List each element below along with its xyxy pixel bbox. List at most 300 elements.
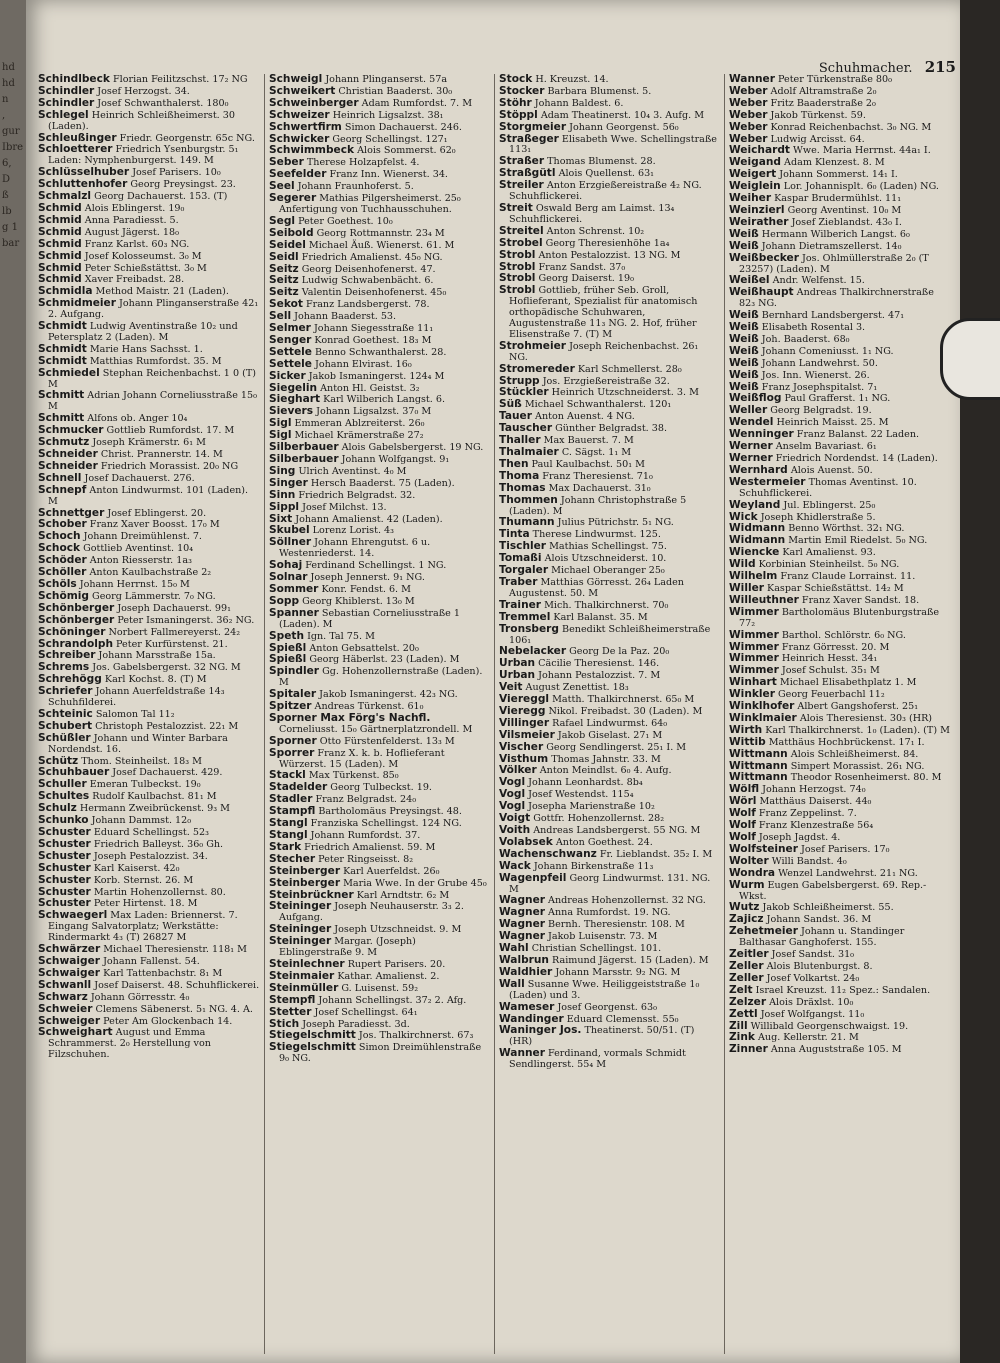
entry-name: Schubert bbox=[38, 719, 93, 732]
entry-name: Willeuthner bbox=[729, 593, 799, 606]
entry-name: Weiß bbox=[729, 356, 759, 369]
entry-name: Thumann bbox=[499, 516, 555, 529]
directory-entry bbox=[729, 500, 950, 512]
entry-name: Winhart bbox=[729, 676, 777, 689]
entry-details: Bernhard Landsbergerst. 47₁ bbox=[758, 310, 905, 322]
entry-details: Anton Hl. Geistst. 3₂ bbox=[317, 382, 420, 394]
entry-name: Steinmaier bbox=[269, 969, 335, 982]
entry-details: Susanne Wwe. Heiliggeiststraße 1₀ (Laden) und 3. bbox=[509, 978, 700, 1001]
entry-name: Nebelacker bbox=[499, 645, 567, 658]
entry-name: Steininger bbox=[269, 923, 332, 936]
entry-name: Schweighart bbox=[38, 1026, 113, 1039]
entry-details: Ferdinand Schellingst. 1 NG. bbox=[302, 560, 447, 572]
entry-name: Schultes bbox=[38, 790, 90, 803]
entry-details: Ludwig Schwabenbächt. 6. bbox=[298, 275, 434, 287]
entry-name: Zeitler bbox=[729, 948, 769, 961]
entry-details: Emmeran Ablzreiterst. 26₀ bbox=[291, 418, 425, 430]
entry-details: Anton Pestalozzist. 13 NG. M bbox=[535, 249, 681, 261]
entry-details: Johann Schellingst. 37₂ 2. Afg. bbox=[315, 994, 467, 1006]
entry-name: Seefelder bbox=[269, 168, 327, 181]
entry-name: Sporner Max Förg's Nachfl. bbox=[269, 711, 431, 724]
entry-name: Werner bbox=[729, 452, 773, 464]
entry-details: Willibald Georgenschwaigst. 19. bbox=[747, 1020, 909, 1032]
entry-details: Elisabeth Rosental 3. bbox=[758, 322, 866, 334]
entry-name: Weiß bbox=[729, 227, 759, 240]
directory-entry bbox=[269, 169, 490, 181]
entry-name: Schneider bbox=[38, 459, 98, 472]
entry-details: Anton Riesserstr. 1a₃ bbox=[86, 555, 192, 567]
entry-details: Ulrich Aventinst. 4₀ M bbox=[295, 465, 407, 477]
entry-name: Spindler bbox=[269, 665, 320, 678]
entry-details: Albert Gangshoferst. 25₁ bbox=[794, 701, 919, 713]
entry-name: Spitaler bbox=[269, 688, 317, 701]
entry-details: Anton Kaulbachstraße 2₂ bbox=[86, 567, 212, 579]
entry-name: Sicker bbox=[269, 369, 306, 382]
directory-entry bbox=[499, 495, 720, 518]
entry-name: Schömig bbox=[38, 589, 89, 602]
entry-details: Jakob Schleißheimerst. 55. bbox=[759, 902, 894, 914]
entry-name: Sigl bbox=[269, 417, 292, 430]
entry-details: Karl Tattenbachstr. 8₁ M bbox=[100, 967, 223, 979]
entry-details: Anna Auguststraße 105. M bbox=[767, 1044, 902, 1056]
entry-details: Ferdinand, vormals Schmidt Sendlingerst. 55₄ M bbox=[509, 1048, 686, 1071]
entry-name: Wendel bbox=[729, 416, 774, 429]
entry-details: Joseph Neuhauserstr. 3₃ 2. Aufgang. bbox=[279, 901, 464, 924]
entry-details: Georg Deisenhofenerst. 47. bbox=[298, 263, 436, 275]
entry-name: Steininger bbox=[269, 935, 332, 948]
directory-entry bbox=[499, 399, 720, 411]
entry-details: Franz Claude Lorrainst. 11. bbox=[777, 571, 916, 583]
entry-details: Jos. Erzgießereistraße 32. bbox=[539, 375, 670, 387]
column-2 bbox=[264, 74, 494, 1354]
entry-name: Schwaegerl bbox=[38, 909, 108, 922]
entry-name: Stadler bbox=[269, 793, 313, 806]
entry-details: Franz Josephspitalst. 7₁ bbox=[758, 381, 878, 393]
entry-name: Vieregg bbox=[499, 704, 546, 717]
entry-details: Jakob Türkenst. 59. bbox=[767, 109, 866, 121]
entry-details: Alois Gabelsbergerst. 19 NG. bbox=[338, 442, 484, 454]
entry-details: Franz Belgradst. 24₀ bbox=[312, 794, 417, 806]
entry-details: Max Dachauerst. 31₀ bbox=[545, 482, 651, 494]
entry-details: Gottlieb Aventinst. 10₄ bbox=[80, 543, 194, 555]
entry-name: Volabsek bbox=[499, 835, 553, 848]
entry-name: Schweiger bbox=[38, 1014, 101, 1027]
entry-name: Singer bbox=[269, 476, 308, 489]
entry-details: Alois Dräxlst. 10₀ bbox=[766, 996, 854, 1008]
entry-details: Alfons ob. Anger 10₄ bbox=[84, 413, 188, 425]
directory-entry bbox=[729, 1009, 950, 1021]
entry-details: Max Türkenst. 85₀ bbox=[305, 770, 399, 782]
entry-name: Weyland bbox=[729, 498, 781, 511]
entry-details: Jul. Eblingerst. 25₀ bbox=[780, 499, 876, 511]
directory-entry bbox=[38, 298, 260, 321]
entry-name: Schmitt bbox=[38, 389, 85, 402]
entry-details: Anton Erzgießereistraße 4₂ NG. Schuhflickerei. bbox=[509, 180, 702, 203]
entry-name: Willer bbox=[729, 581, 764, 594]
entry-name: Tronsberg bbox=[499, 622, 559, 635]
entry-details: Johann Siegesstraße 11₁ bbox=[310, 323, 434, 335]
entry-details: Hermann Wilberich Langst. 6₀ bbox=[758, 228, 910, 240]
entry-details: Anton Meindlst. 6₀ 4. Aufg. bbox=[536, 765, 672, 777]
entry-name: Voigt bbox=[499, 812, 531, 825]
entry-details: Aug. Kellerstr. 21. M bbox=[754, 1032, 859, 1044]
entry-details: Johann Sandst. 36. M bbox=[763, 914, 872, 926]
entry-details: Karl Arndtstr. 6₂ M bbox=[353, 889, 450, 901]
entry-name: Streit bbox=[499, 201, 533, 214]
entry-name: Selmer bbox=[269, 322, 311, 335]
entry-name: Stöppl bbox=[499, 108, 538, 121]
entry-name: Schweizer bbox=[269, 108, 330, 121]
entry-name: Schüßler bbox=[38, 731, 91, 744]
entry-name: Tischler bbox=[499, 540, 547, 553]
entry-details: Josef Daiserst. 48. Schuhflickerei. bbox=[91, 979, 260, 991]
entry-name: Spanner bbox=[269, 606, 319, 619]
entry-details: Heinrich Schleißheimerst. 30 (Laden). bbox=[48, 109, 235, 132]
entry-name: Schluttenhofer bbox=[38, 178, 128, 191]
entry-details: Jakob Ismaningerst. 124₄ M bbox=[305, 370, 445, 382]
directory-entry bbox=[269, 490, 490, 502]
entry-name: Weinzierl bbox=[729, 203, 785, 216]
entry-details: Maria Wwe. In der Grube 45₀ bbox=[340, 877, 487, 889]
entry-name: Zink bbox=[729, 1031, 755, 1044]
entry-details: Thom. Steinheilst. 18₃ M bbox=[78, 755, 202, 767]
entry-name: Weißhaupt bbox=[729, 286, 794, 299]
entry-details: Friedrich Amalienst. 45₀ NG. bbox=[298, 251, 443, 263]
directory-entry bbox=[729, 784, 950, 796]
entry-details: Josef Eblingerst. 20. bbox=[104, 507, 207, 519]
entry-name: Stackl bbox=[269, 769, 306, 782]
entry-details: Matthias Rumfordst. 35. M bbox=[86, 355, 222, 367]
entry-details: Johann Leonhardst. 8b₄ bbox=[525, 777, 643, 789]
entry-name: Schmid bbox=[38, 249, 82, 262]
entry-details: Josef Sandst. 31₀ bbox=[768, 949, 855, 961]
entry-name: Sell bbox=[269, 310, 292, 323]
entry-details: Johann Plinganserstraße 42₁ 2. Aufgang. bbox=[48, 298, 259, 321]
entry-details: Fr. Lieblandst. 35₂ I. M bbox=[596, 848, 713, 860]
entry-details: Christ. Prannerstr. 14. M bbox=[97, 449, 223, 460]
entry-details: Georg Sendlingerst. 25₁ I. M bbox=[543, 741, 687, 753]
entry-name: Skubel bbox=[269, 524, 310, 537]
directory-entry bbox=[729, 334, 950, 346]
entry-name: Schmid bbox=[38, 273, 82, 286]
entry-name: Strobel bbox=[499, 236, 543, 249]
directory-entry bbox=[499, 1025, 720, 1048]
entry-details: Alois Sommerst. 62₀ bbox=[354, 145, 456, 157]
entry-name: Wittib bbox=[729, 735, 766, 748]
entry-name: Schrehögg bbox=[38, 673, 102, 686]
entry-details: Ludwig Arcisst. 64. bbox=[767, 133, 865, 145]
entry-name: Weiß bbox=[729, 368, 759, 381]
entry-details: Kaspar Brudermühlst. 11₁ bbox=[771, 193, 902, 205]
entry-name: Then bbox=[499, 457, 529, 470]
entry-name: Schönberger bbox=[38, 613, 115, 626]
entry-details: Fritz Baaderstraße 2₀ bbox=[767, 97, 876, 109]
entry-details: Benno Wörthst. 32₁ NG. bbox=[785, 523, 905, 535]
entry-details: Johann Plinganserst. 57a bbox=[322, 74, 448, 85]
entry-name: Zeller bbox=[729, 971, 764, 984]
entry-name: Wiencke bbox=[729, 546, 780, 559]
entry-details: Johann Ligsalzst. 37₀ M bbox=[313, 406, 432, 418]
entry-details: Wenzel Landwehrst. 21₁ NG. bbox=[775, 867, 918, 879]
directory-entry bbox=[499, 967, 720, 979]
entry-name: Straßer bbox=[499, 155, 545, 168]
entry-name: Schwanll bbox=[38, 978, 92, 991]
entry-details: Joh. Baaderst. 68₀ bbox=[758, 333, 850, 345]
entry-name: Seel bbox=[269, 180, 295, 193]
entry-details: Mathias Pilgersheimerst. 25₀ Anfertigung von Tuchhausschuhen. bbox=[279, 193, 461, 215]
entry-details: Joseph Khidlerstraße 5. bbox=[757, 511, 876, 523]
entry-name: Weiß bbox=[729, 321, 759, 334]
entry-name: Schweigl bbox=[269, 74, 323, 85]
entry-details: Oswald Berg am Laimst. 13₄ Schuhflickerei. bbox=[509, 202, 675, 225]
directory-entry bbox=[269, 608, 490, 631]
entry-details: Georg Feuerbachl 11₂ bbox=[774, 689, 885, 701]
entry-details: Peter Am Glockenbach 14. bbox=[100, 1015, 233, 1027]
entry-name: Weber bbox=[729, 108, 768, 121]
directory-entry bbox=[269, 478, 490, 490]
entry-name: Schleußinger bbox=[38, 131, 117, 144]
entry-name: Schütz bbox=[38, 754, 79, 767]
entry-name: Schmidt bbox=[38, 320, 87, 333]
entry-name: Vischer bbox=[499, 740, 544, 753]
directory-entry bbox=[269, 193, 490, 216]
entry-details: Josef Parisers. 10₀ bbox=[129, 167, 221, 179]
entry-name: Wimmer bbox=[729, 664, 779, 677]
entry-details: Stephan Reichenbachst. 1 0 (T) M bbox=[48, 367, 257, 390]
entry-name: Voith bbox=[499, 824, 531, 836]
directory-entry bbox=[499, 387, 720, 399]
entry-details: Peter Kurfürstenst. 21. bbox=[112, 638, 228, 650]
entry-details: Alois Schleißheimerst. 84. bbox=[787, 748, 919, 760]
entry-details: Michael Elisabethplatz 1. M bbox=[776, 677, 917, 689]
directory-entry bbox=[729, 477, 950, 500]
entry-name: Stocker bbox=[499, 84, 545, 97]
entry-name: Vogl bbox=[499, 788, 526, 801]
entry-details: Josef Schulst. 35₁ M bbox=[778, 665, 880, 677]
entry-name: Stempfl bbox=[269, 993, 316, 1006]
entry-name: Waldhier bbox=[499, 965, 553, 978]
entry-details: Otto Fürstenfelderst. 13₃ M bbox=[316, 735, 455, 747]
entry-details: Johann Ehrengutst. 6 u. Westenriederst. 14. bbox=[279, 537, 431, 560]
entry-name: Stock bbox=[499, 74, 533, 85]
entry-details: Gg. Hohenzollernstraße (Laden). M bbox=[279, 666, 483, 689]
entry-name: Thalmaier bbox=[499, 446, 559, 458]
entry-name: Weiß bbox=[729, 332, 759, 345]
entry-name: Schmucker bbox=[38, 424, 104, 437]
entry-name: Schindlbeck bbox=[38, 74, 110, 85]
entry-details: Thomas Aventinst. 10. Schuhflickerei. bbox=[739, 476, 917, 499]
entry-details: Johann Rumfordst. 37. bbox=[307, 830, 421, 841]
entry-details: Corneliusst. 15₀ Gärtnerplatzrondell. M bbox=[279, 723, 473, 735]
entry-details: Heinrich Utzschneiderst. 3. M bbox=[548, 387, 699, 399]
directory-entry bbox=[38, 910, 260, 944]
entry-details: Julius Pütrichstr. 5₁ NG. bbox=[554, 517, 674, 529]
entry-details: Adolf Altramstraße 2₀ bbox=[767, 85, 877, 97]
entry-details: Josef Westendst. 115₄ bbox=[525, 789, 634, 801]
entry-name: Stark bbox=[269, 840, 302, 853]
entry-name: Schöller bbox=[38, 566, 87, 579]
entry-details: Theatinerst. 50/51. (T) (HR) bbox=[509, 1025, 695, 1048]
entry-details: Franz Theresienst. 71₀ bbox=[539, 470, 653, 482]
entry-name: Stückler bbox=[499, 386, 549, 399]
entry-name: Zeller bbox=[729, 959, 764, 972]
entry-details: Andreas Hohenzollernst. 32 NG. bbox=[545, 895, 706, 907]
entry-name: Söllner bbox=[269, 536, 312, 549]
entry-details: Martin Hohenzollernst. 80. bbox=[90, 886, 226, 898]
directory-entry bbox=[729, 229, 950, 241]
entry-name: Schmid bbox=[38, 201, 82, 214]
directory-entry bbox=[38, 368, 260, 391]
entry-details: Marie Hans Sachsst. 1. bbox=[86, 343, 203, 355]
entry-details: Konr. Fendst. 6. M bbox=[318, 583, 411, 595]
entry-name: Weiß bbox=[729, 380, 759, 393]
entry-name: Weißflog bbox=[729, 392, 782, 405]
entry-name: Widmann bbox=[729, 522, 786, 535]
directory-entry bbox=[729, 1044, 950, 1056]
entry-name: Wandinger bbox=[499, 1012, 564, 1025]
entry-details: Max Bauerst. 7. M bbox=[540, 435, 634, 447]
entry-name: Zinner bbox=[729, 1043, 768, 1056]
entry-name: Winklmaier bbox=[729, 711, 797, 724]
entry-details: Peter Türkenstraße 80₀ bbox=[774, 74, 892, 85]
entry-name: Schuster bbox=[38, 897, 91, 910]
entry-name: Schulz bbox=[38, 802, 77, 815]
entry-details: Franz Inn. Wienerst. 34. bbox=[326, 169, 448, 181]
entry-name: Wernhard bbox=[729, 463, 788, 476]
entry-details: Jakob Luisenstr. 73. M bbox=[545, 931, 658, 943]
entry-name: Winkler bbox=[729, 688, 775, 701]
entry-name: Stangl bbox=[269, 817, 308, 830]
entry-details: Georg Lindwurmst. 131. NG. M bbox=[509, 872, 711, 895]
entry-name: Schwarz bbox=[38, 990, 88, 1003]
entry-details: Margar. (Joseph) Eblingerstraße 9. M bbox=[279, 936, 416, 959]
entry-details: Anton Gebsattelst. 20₀ bbox=[306, 642, 419, 654]
entry-name: Weigand bbox=[729, 156, 781, 169]
entry-details: Ludwig Aventinstraße 10₂ und Petersplatz 2 (Laden). M bbox=[48, 321, 238, 343]
entry-name: Tremmel bbox=[499, 610, 551, 623]
book-gutter bbox=[0, 0, 26, 1363]
section-title: Schuhmacher. bbox=[818, 61, 913, 76]
entry-details: Karl Balanst. 35. M bbox=[550, 611, 648, 623]
entry-details: Gottfr. Hohenzollernst. 28₂ bbox=[530, 813, 665, 825]
entry-details: Georg Häberlst. 23 (Laden). M bbox=[306, 654, 460, 666]
entry-details: Josef Kolosseumst. 3₀ M bbox=[81, 250, 202, 262]
entry-name: Schreiber bbox=[38, 649, 96, 662]
entry-name: Wanner bbox=[499, 1047, 545, 1060]
entry-name: Spießl bbox=[269, 641, 307, 654]
entry-details: Alois Theresienst. 30₃ (HR) bbox=[796, 712, 933, 724]
entry-name: Thoma bbox=[499, 469, 540, 482]
directory-entry bbox=[269, 713, 490, 736]
directory-entry bbox=[499, 86, 720, 98]
entry-name: Wanner bbox=[729, 74, 775, 85]
entry-name: Wagner bbox=[499, 918, 545, 931]
entry-details: Josef Zieblandst. 43₀ I. bbox=[788, 216, 902, 228]
entry-details: Emeran Tulbeckst. 19₀ bbox=[86, 779, 201, 791]
entry-details: Georg Preysingst. 23. bbox=[127, 179, 236, 191]
entry-name: Schoch bbox=[38, 530, 81, 543]
entry-details: Johann Sommerst. 14₁ I. bbox=[776, 169, 898, 181]
entry-details: Franziska Schellingst. 124 NG. bbox=[307, 818, 462, 830]
entry-details: Gottlieb Rumfordst. 17. M bbox=[103, 425, 235, 437]
entry-name: Schloetterer bbox=[38, 143, 113, 156]
entry-name: Schindler bbox=[38, 96, 95, 109]
directory-entry bbox=[269, 901, 490, 924]
entry-name: Zehetmeier bbox=[729, 925, 798, 938]
entry-details: Anna Rumfordst. 19. NG. bbox=[545, 907, 671, 919]
entry-name: Wittmann bbox=[729, 759, 788, 772]
entry-name: Seitz bbox=[269, 286, 299, 299]
entry-name: Villinger bbox=[499, 716, 550, 729]
entry-name: Stangl bbox=[269, 829, 308, 841]
entry-name: Schwicker bbox=[269, 132, 330, 145]
entry-details: Johann und Winter Barbara Nordendst. 16. bbox=[48, 732, 228, 755]
entry-details: Paul Grafferst. 1₁ NG. bbox=[781, 393, 891, 405]
entry-details: August Zenettist. 18₃ bbox=[522, 682, 629, 694]
entry-details: Georg De la Paz. 20₀ bbox=[566, 646, 670, 658]
entry-details: Adrian Johann Corneliusstraße 15₀ M bbox=[48, 390, 257, 413]
entry-details: Alois Auenst. 50. bbox=[787, 464, 873, 476]
entry-details: Eduard Schellingst. 52₃ bbox=[90, 827, 209, 838]
entry-name: Wolter bbox=[729, 854, 769, 867]
entry-name: Seibold bbox=[269, 226, 314, 239]
entry-details: Michael Äuß. Wienerst. 61. M bbox=[305, 239, 455, 251]
entry-details: Gottlieb, früher Seb. Groll, Hoflieferant, Spezialist für anatomisch orthopädische Schuhwaren, Augustenstraße 11₃ NG. 2. Hof, früher Elisenstraße 7. (T) M bbox=[509, 285, 698, 340]
directory-entry bbox=[499, 849, 720, 861]
entry-name: Spießl bbox=[269, 653, 307, 666]
entry-name: Schneider bbox=[38, 448, 98, 460]
entry-details: Johann Dammst. 12₀ bbox=[88, 815, 192, 827]
entry-details: Josef Dachauerst. 276. bbox=[81, 472, 195, 484]
previous-page-edge-text: hd hd n , gur Ibre 6, D ß lb g 1 bar bbox=[2, 62, 24, 249]
entry-name: Sommer bbox=[269, 582, 319, 595]
entry-details: Jakob Ismaningerst. 42₃ NG. bbox=[316, 689, 458, 701]
entry-details: Michael Krämerstraße 27₂ bbox=[291, 430, 424, 442]
entry-name: Walbrun bbox=[499, 953, 549, 966]
entry-details: Johann Baaderst. 53. bbox=[291, 311, 397, 323]
entry-name: Steinberger bbox=[269, 876, 341, 889]
entry-name: Wagner bbox=[499, 930, 545, 943]
entry-name: Stiegelschmitt bbox=[269, 1041, 356, 1054]
entry-details: Franz Xaver Sandst. 18. bbox=[798, 594, 920, 606]
entry-name: Wolf bbox=[729, 819, 756, 832]
entry-details: Salomon Tal 11₂ bbox=[92, 708, 175, 720]
directory-entry bbox=[729, 310, 950, 322]
entry-details: Franz Landsbergerst. 78. bbox=[302, 299, 430, 311]
entry-name: Wölfl bbox=[729, 783, 760, 796]
entry-details: Max Laden: Briennerst. 7. Eingang Salvatorplatz; Werkstätte: Rindermarkt 4₃ (T) 26827 M bbox=[48, 910, 238, 944]
entry-details: Willi Bandst. 4₀ bbox=[768, 855, 847, 867]
entry-name: Strobl bbox=[499, 284, 536, 297]
entry-details: Rupert Parisers. 20. bbox=[344, 958, 446, 970]
entry-details: Mathias Schellingst. 75. bbox=[546, 541, 667, 553]
directory-entry bbox=[729, 796, 950, 808]
entry-name: Schmiedel bbox=[38, 366, 100, 379]
entry-details: G. Luisenst. 59₂ bbox=[338, 982, 419, 994]
directory-entry bbox=[38, 390, 260, 413]
entry-details: Peter Schießstättst. 3₀ M bbox=[81, 262, 207, 274]
directory-page bbox=[26, 0, 960, 1363]
directory-entry bbox=[499, 979, 720, 1002]
entry-name: Straßgütl bbox=[499, 167, 556, 180]
directory-columns bbox=[34, 74, 954, 1354]
directory-entry bbox=[729, 880, 950, 903]
entry-name: Wagner bbox=[499, 906, 545, 919]
entry-details: Jakob Giselast. 27₁ M bbox=[554, 729, 663, 741]
entry-name: Sporner bbox=[269, 734, 317, 747]
entry-details: Johann Christophstraße 5 (Laden). M bbox=[509, 494, 687, 517]
entry-details: Friedrich Belgradst. 32. bbox=[295, 489, 416, 501]
